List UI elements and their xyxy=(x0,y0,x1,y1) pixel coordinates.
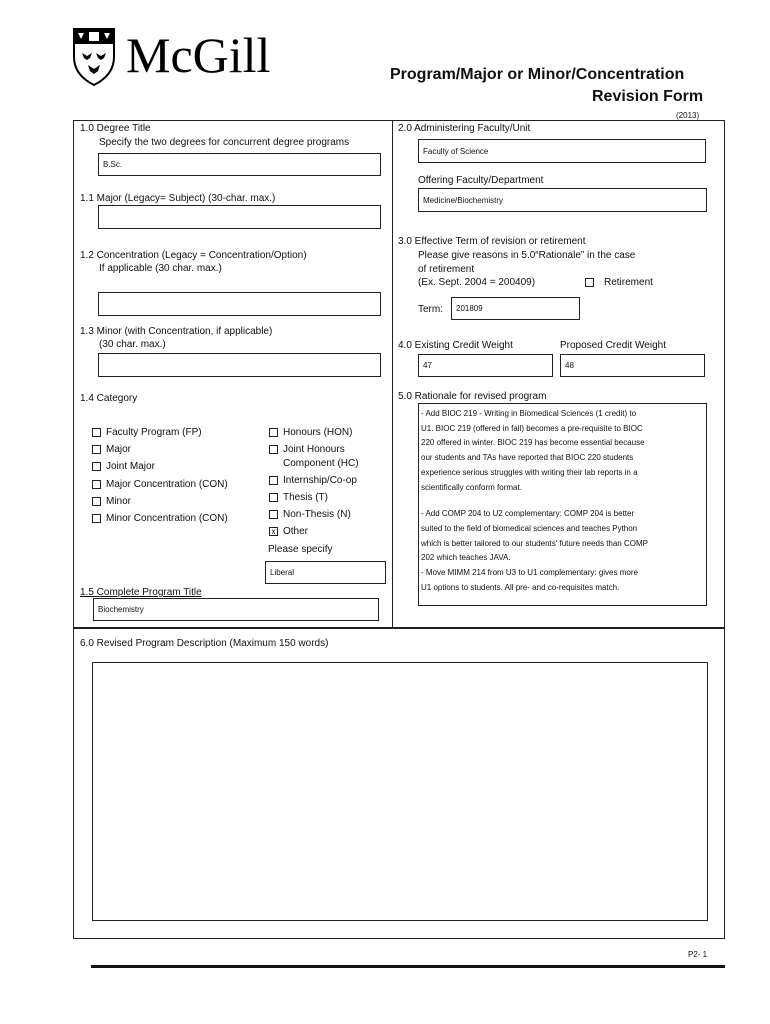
category-honours-checkbox[interactable] xyxy=(269,428,278,437)
category-fp-checkbox[interactable] xyxy=(92,428,101,437)
rationale-line: - Add COMP 204 to U2 complementary: COMP 204 is better xyxy=(421,509,635,519)
program-title-label: 1.5 Complete Program Title xyxy=(80,587,202,598)
rationale-textarea[interactable] xyxy=(418,403,707,606)
rationale-line xyxy=(421,495,706,507)
concentration-field[interactable] xyxy=(98,292,381,316)
rationale-line: scientifically conform format. xyxy=(421,482,522,492)
term-field[interactable]: 201809 xyxy=(451,297,580,320)
effective-term-hint1: Please give reasons in 5.0“Rationale” in the case xyxy=(418,250,636,261)
rationale-line: U1 options to students. All pre- and co-requisites match. xyxy=(421,582,620,592)
category-joint-major-label: Joint Major xyxy=(106,461,155,472)
form-title-line1: Program/Major or Minor/Concentration xyxy=(390,66,685,83)
administering-faculty-field[interactable]: Faculty of Science xyxy=(418,139,706,163)
minor-field[interactable] xyxy=(98,353,381,377)
retirement-label: Retirement xyxy=(604,277,653,288)
category-non-thesis-label: Non-Thesis (N) xyxy=(283,509,351,520)
category-honours-label: Honours (HON) xyxy=(283,427,353,438)
category-other-label: Other xyxy=(283,526,309,537)
please-specify-label: Please specify xyxy=(268,544,333,555)
column-divider xyxy=(392,120,393,628)
degree-title-hint: Specify the two degrees for concurrent degree programs xyxy=(99,137,350,148)
category-minor-con-label: Minor Concentration (CON) xyxy=(106,513,228,524)
administering-faculty-label: 2.0 Administering Faculty/Unit xyxy=(398,123,531,134)
rationale-line: our students and TAs have reported that BIOC 220 students xyxy=(421,453,634,463)
offering-faculty-label: Offering Faculty/Department xyxy=(418,175,544,186)
category-joint-honours-label: Joint Honours xyxy=(283,444,345,455)
category-minor-con-checkbox[interactable] xyxy=(92,514,101,523)
rationale-line: U1. BIOC 219 (offered in fall) becomes a pre-requisite to BIOC xyxy=(421,423,643,433)
minor-label: 1.3 Minor (with Concentration, if applicable) xyxy=(80,326,273,337)
existing-credit-field[interactable]: 47 xyxy=(418,354,553,377)
category-minor-label: Minor xyxy=(106,496,132,507)
term-label: Term: xyxy=(418,304,443,315)
concentration-hint: If applicable (30 char. max.) xyxy=(99,263,222,274)
revised-description-label: 6.0 Revised Program Description (Maximum 150 words) xyxy=(80,638,329,649)
retirement-checkbox[interactable] xyxy=(585,278,594,287)
rationale-line: suited to the field of biomedical sciences and teaches Python xyxy=(421,523,638,533)
rationale-line: which is better tailored to our students' future needs than COMP xyxy=(421,538,648,548)
rationale-line: - Move MIMM 214 from U3 to U1 complementary: gives more xyxy=(421,568,638,578)
category-thesis-label: Thesis (T) xyxy=(283,492,328,503)
program-title-field[interactable]: Biochemistry xyxy=(93,598,379,621)
category-internship-label: Internship/Co-op xyxy=(283,475,357,486)
category-major-checkbox[interactable] xyxy=(92,445,101,454)
category-joint-honours-checkbox[interactable] xyxy=(269,445,278,454)
category-other-checkbox[interactable]: x xyxy=(269,527,278,536)
existing-credit-label: 4.0 Existing Credit Weight xyxy=(398,340,513,351)
minor-hint: (30 char. max.) xyxy=(99,339,166,350)
effective-term-hint2: of retirement xyxy=(418,264,475,275)
concentration-label: 1.2 Concentration (Legacy = Concentration/Option) xyxy=(80,250,307,261)
proposed-credit-label: Proposed Credit Weight xyxy=(560,340,666,351)
category-thesis-checkbox[interactable] xyxy=(269,493,278,502)
rationale-label: 5.0 Rationale for revised program xyxy=(398,391,547,402)
footer-rule xyxy=(91,965,725,968)
category-non-thesis-checkbox[interactable] xyxy=(269,510,278,519)
rationale-line: 202 which teaches JAVA. xyxy=(421,553,511,563)
form-title-line2: Revision Form xyxy=(592,88,704,105)
revised-description-textarea[interactable] xyxy=(92,662,708,921)
category-major-con-checkbox[interactable] xyxy=(92,480,101,489)
rationale-line: 220 offered in winter. BIOC 219 has become essential because xyxy=(421,438,645,448)
category-internship-checkbox[interactable] xyxy=(269,476,278,485)
rationale-line: experience serious struggles with writing their lab reports in a xyxy=(421,467,638,477)
effective-term-hint3: (Ex. Sept. 2004 = 200409) xyxy=(418,277,536,288)
proposed-credit-field[interactable]: 48 xyxy=(560,354,705,377)
page-number: P2- 1 xyxy=(688,950,708,959)
category-joint-honours-label-line2: Component (HC) xyxy=(283,458,359,469)
rationale-line: - Add BIOC 219 - Writing in Biomedical Sciences (1 credit) to xyxy=(421,409,637,418)
category-label: 1.4 Category xyxy=(80,393,138,404)
degree-title-field[interactable]: B.Sc. xyxy=(98,153,381,176)
mcgill-crest-icon xyxy=(72,27,116,87)
major-field[interactable] xyxy=(98,205,381,229)
form-year: (2013) xyxy=(676,111,700,120)
category-major-label: Major xyxy=(106,444,132,455)
category-minor-checkbox[interactable] xyxy=(92,497,101,506)
category-major-con-label: Major Concentration (CON) xyxy=(106,479,228,490)
mcgill-logo-text: McGill xyxy=(126,27,271,83)
offering-faculty-field[interactable]: Medicine/Biochemistry xyxy=(418,188,707,212)
effective-term-label: 3.0 Effective Term of revision or retirement xyxy=(398,236,586,247)
category-joint-major-checkbox[interactable] xyxy=(92,462,101,471)
other-specify-field[interactable]: Liberal xyxy=(265,561,386,584)
major-label: 1.1 Major (Legacy= Subject) (30-char. max.) xyxy=(80,193,276,204)
category-fp-label: Faculty Program (FP) xyxy=(106,427,202,438)
degree-title-label: 1.0 Degree Title xyxy=(80,123,151,134)
